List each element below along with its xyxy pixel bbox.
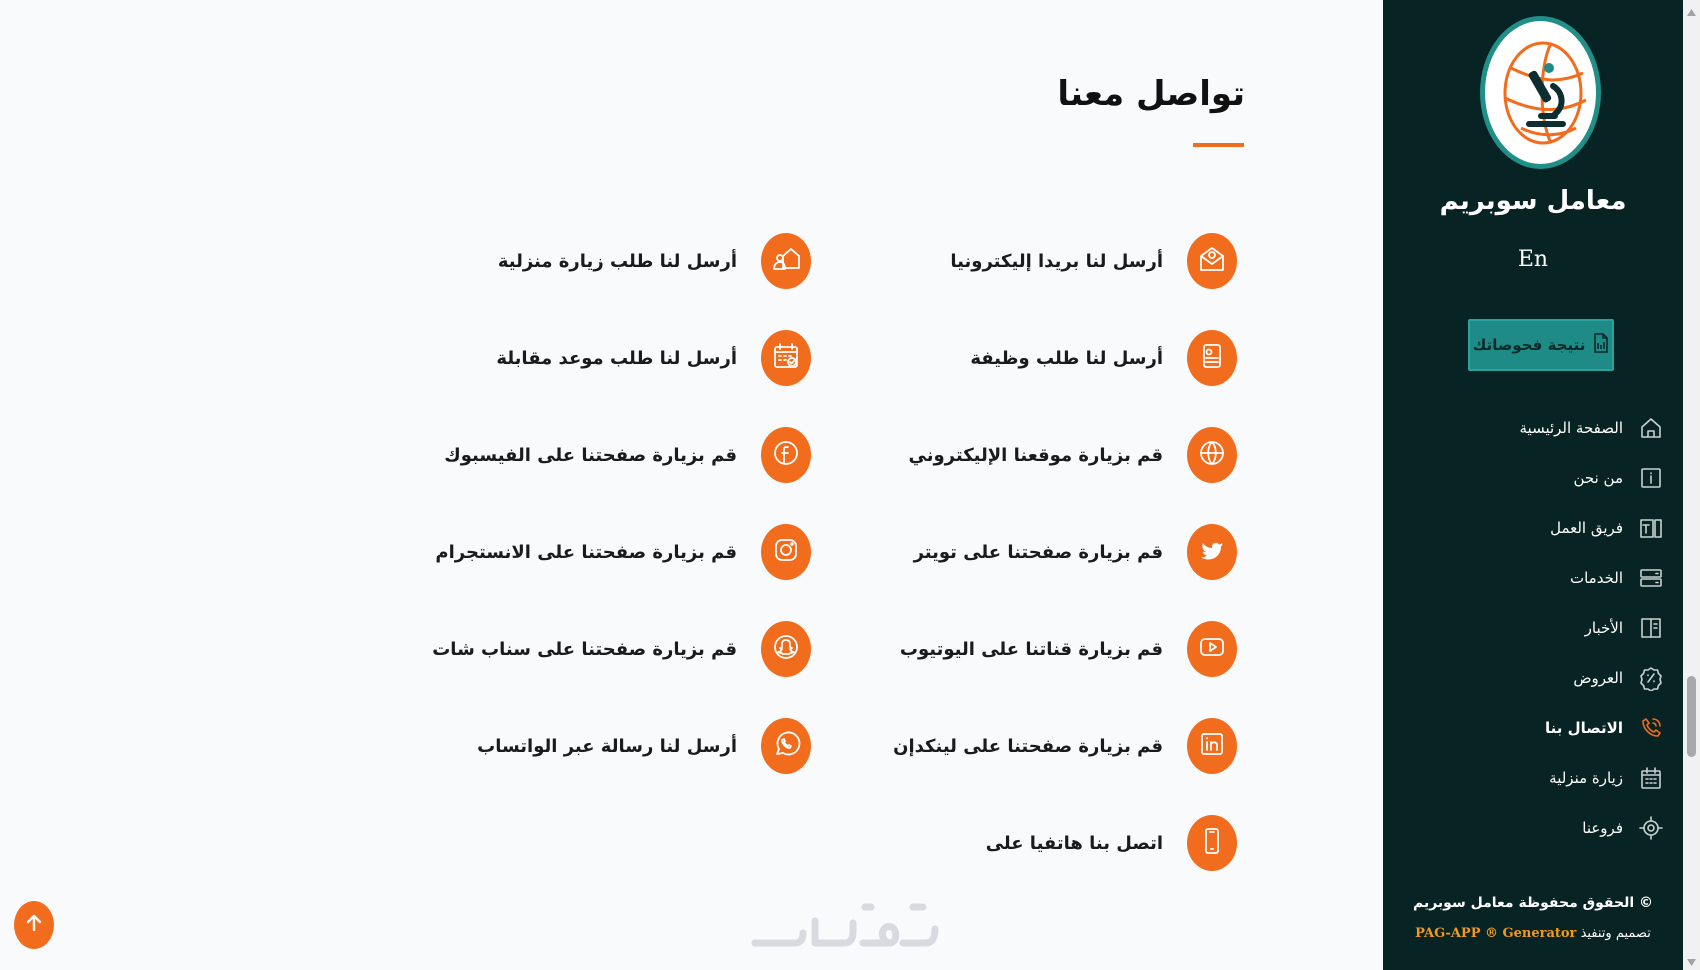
page-scrollbar[interactable] [1683, 0, 1700, 970]
brand-logo[interactable] [1480, 16, 1601, 169]
offers-icon [1637, 664, 1665, 692]
sidebar-item-label: فروعنا [1582, 819, 1623, 837]
title-underline [1193, 143, 1244, 147]
triangle-up-icon [1686, 3, 1697, 22]
job-application-icon [1195, 339, 1229, 377]
contact-email[interactable] [797, 231, 1237, 291]
sidebar-item-contact[interactable] [1383, 703, 1683, 753]
website-icon [1195, 436, 1229, 474]
scrollbar-thumb[interactable] [1687, 676, 1696, 757]
sidebar-item-home[interactable] [1383, 403, 1683, 453]
facebook-icon [769, 436, 803, 474]
sidebar-item-home-visit[interactable] [1383, 753, 1683, 803]
contact-snapchat-label: قم بزيارة صفحتنا على سناب شات [432, 638, 737, 660]
contact-whatsapp[interactable] [371, 716, 811, 776]
copyright-text: © الحقوق محفوظة معامل سوبريم [1412, 895, 1654, 911]
email-icon [1195, 242, 1229, 280]
scroll-to-top-button[interactable] [14, 901, 54, 949]
arrow-up-icon [23, 912, 45, 938]
calendar-icon [769, 339, 803, 377]
contact-snapchat[interactable] [371, 619, 811, 679]
sidebar-item-label: من نحن [1573, 469, 1623, 487]
page-title: تواصل معنا [1057, 74, 1245, 114]
test-results-label: نتيجة فحوصاتك [1472, 336, 1586, 354]
sidebar-nav [1383, 403, 1683, 853]
twitter-icon [1195, 533, 1229, 571]
contact-linkedin[interactable] [797, 716, 1237, 776]
brand-name: معامل سوبريم [1439, 186, 1627, 216]
home-visit-calendar-icon [1637, 764, 1665, 792]
sidebar-item-about[interactable] [1383, 453, 1683, 503]
scroll-down-arrow[interactable] [1686, 953, 1697, 967]
sidebar-item-label: الأخبار [1584, 619, 1623, 637]
sidebar-item-offers[interactable] [1383, 653, 1683, 703]
triangle-down-icon [1686, 953, 1697, 970]
sidebar-item-label: الاتصال بنا [1545, 719, 1623, 737]
contact-appointment-label: أرسل لنا طلب موعد مقابلة [496, 347, 737, 369]
contact-facebook[interactable] [371, 425, 811, 485]
instagram-icon [769, 533, 803, 571]
sidebar-item-news[interactable] [1383, 603, 1683, 653]
phone-icon [1195, 824, 1229, 862]
contact-phone[interactable] [797, 813, 1237, 873]
info-icon [1637, 464, 1665, 492]
whatsapp-icon [769, 727, 803, 765]
sidebar-item-label: زيارة منزلية [1549, 769, 1623, 787]
contact-linkedin-label: قم بزيارة صفحتنا على لينكدإن [893, 735, 1163, 757]
contact-appointment[interactable] [371, 328, 811, 388]
sidebar-item-team[interactable] [1383, 503, 1683, 553]
contact-job-label: أرسل لنا طلب وظيفة [970, 347, 1163, 369]
snapchat-icon [769, 630, 803, 668]
language-toggle[interactable]: En [1517, 247, 1549, 272]
contact-home-visit[interactable] [371, 231, 811, 291]
contact-twitter-label: قم بزيارة صفحتنا على تويتر [913, 541, 1163, 563]
contact-email-label: أرسل لنا بريدا إليكترونيا [950, 250, 1163, 272]
contact-home-visit-label: أرسل لنا طلب زيارة منزلية [497, 250, 737, 272]
contact-youtube-label: قم بزيارة قناتنا على اليوتيوب [899, 638, 1163, 660]
contact-instagram[interactable] [371, 522, 811, 582]
home-visit-icon [769, 242, 803, 280]
contact-phone-icon [1637, 714, 1665, 742]
news-icon [1637, 614, 1665, 642]
home-icon [1637, 414, 1665, 442]
contact-job[interactable] [797, 328, 1237, 388]
sidebar-item-label: فريق العمل [1550, 519, 1623, 537]
team-icon [1637, 514, 1665, 542]
credits-generator-link[interactable]: PAG-APP ® Generator [1415, 926, 1577, 941]
sidebar-item-label: الصفحة الرئيسية [1519, 419, 1623, 437]
contact-whatsapp-label: أرسل لنا رسالة عبر الواتساب [477, 735, 737, 757]
sidebar-item-label: الخدمات [1569, 569, 1623, 587]
sidebar-item-services[interactable] [1383, 553, 1683, 603]
location-icon [1637, 814, 1665, 842]
document-icon [1593, 333, 1609, 357]
test-results-button[interactable] [1468, 319, 1614, 371]
contact-facebook-label: قم بزيارة صفحتنا على الفيسبوك [444, 444, 737, 466]
linkedin-icon [1195, 727, 1229, 765]
contact-youtube[interactable] [797, 619, 1237, 679]
youtube-icon [1195, 630, 1229, 668]
watermark-logo [745, 895, 955, 955]
scroll-up-arrow[interactable] [1686, 3, 1697, 17]
contact-twitter[interactable] [797, 522, 1237, 582]
sidebar-item-label: العروض [1573, 669, 1623, 687]
credits [1383, 926, 1683, 941]
contact-phone-label: اتصل بنا هاتفيا على [985, 832, 1163, 854]
contact-website[interactable] [797, 425, 1237, 485]
services-icon [1637, 564, 1665, 592]
sidebar-item-branches[interactable] [1383, 803, 1683, 853]
contact-instagram-label: قم بزيارة صفحتنا على الانستجرام [435, 541, 737, 563]
sidebar [1383, 0, 1683, 970]
contact-website-label: قم بزيارة موقعنا الإليكتروني [908, 444, 1163, 466]
credits-prefix: تصميم وتنفيذ [1580, 926, 1651, 941]
